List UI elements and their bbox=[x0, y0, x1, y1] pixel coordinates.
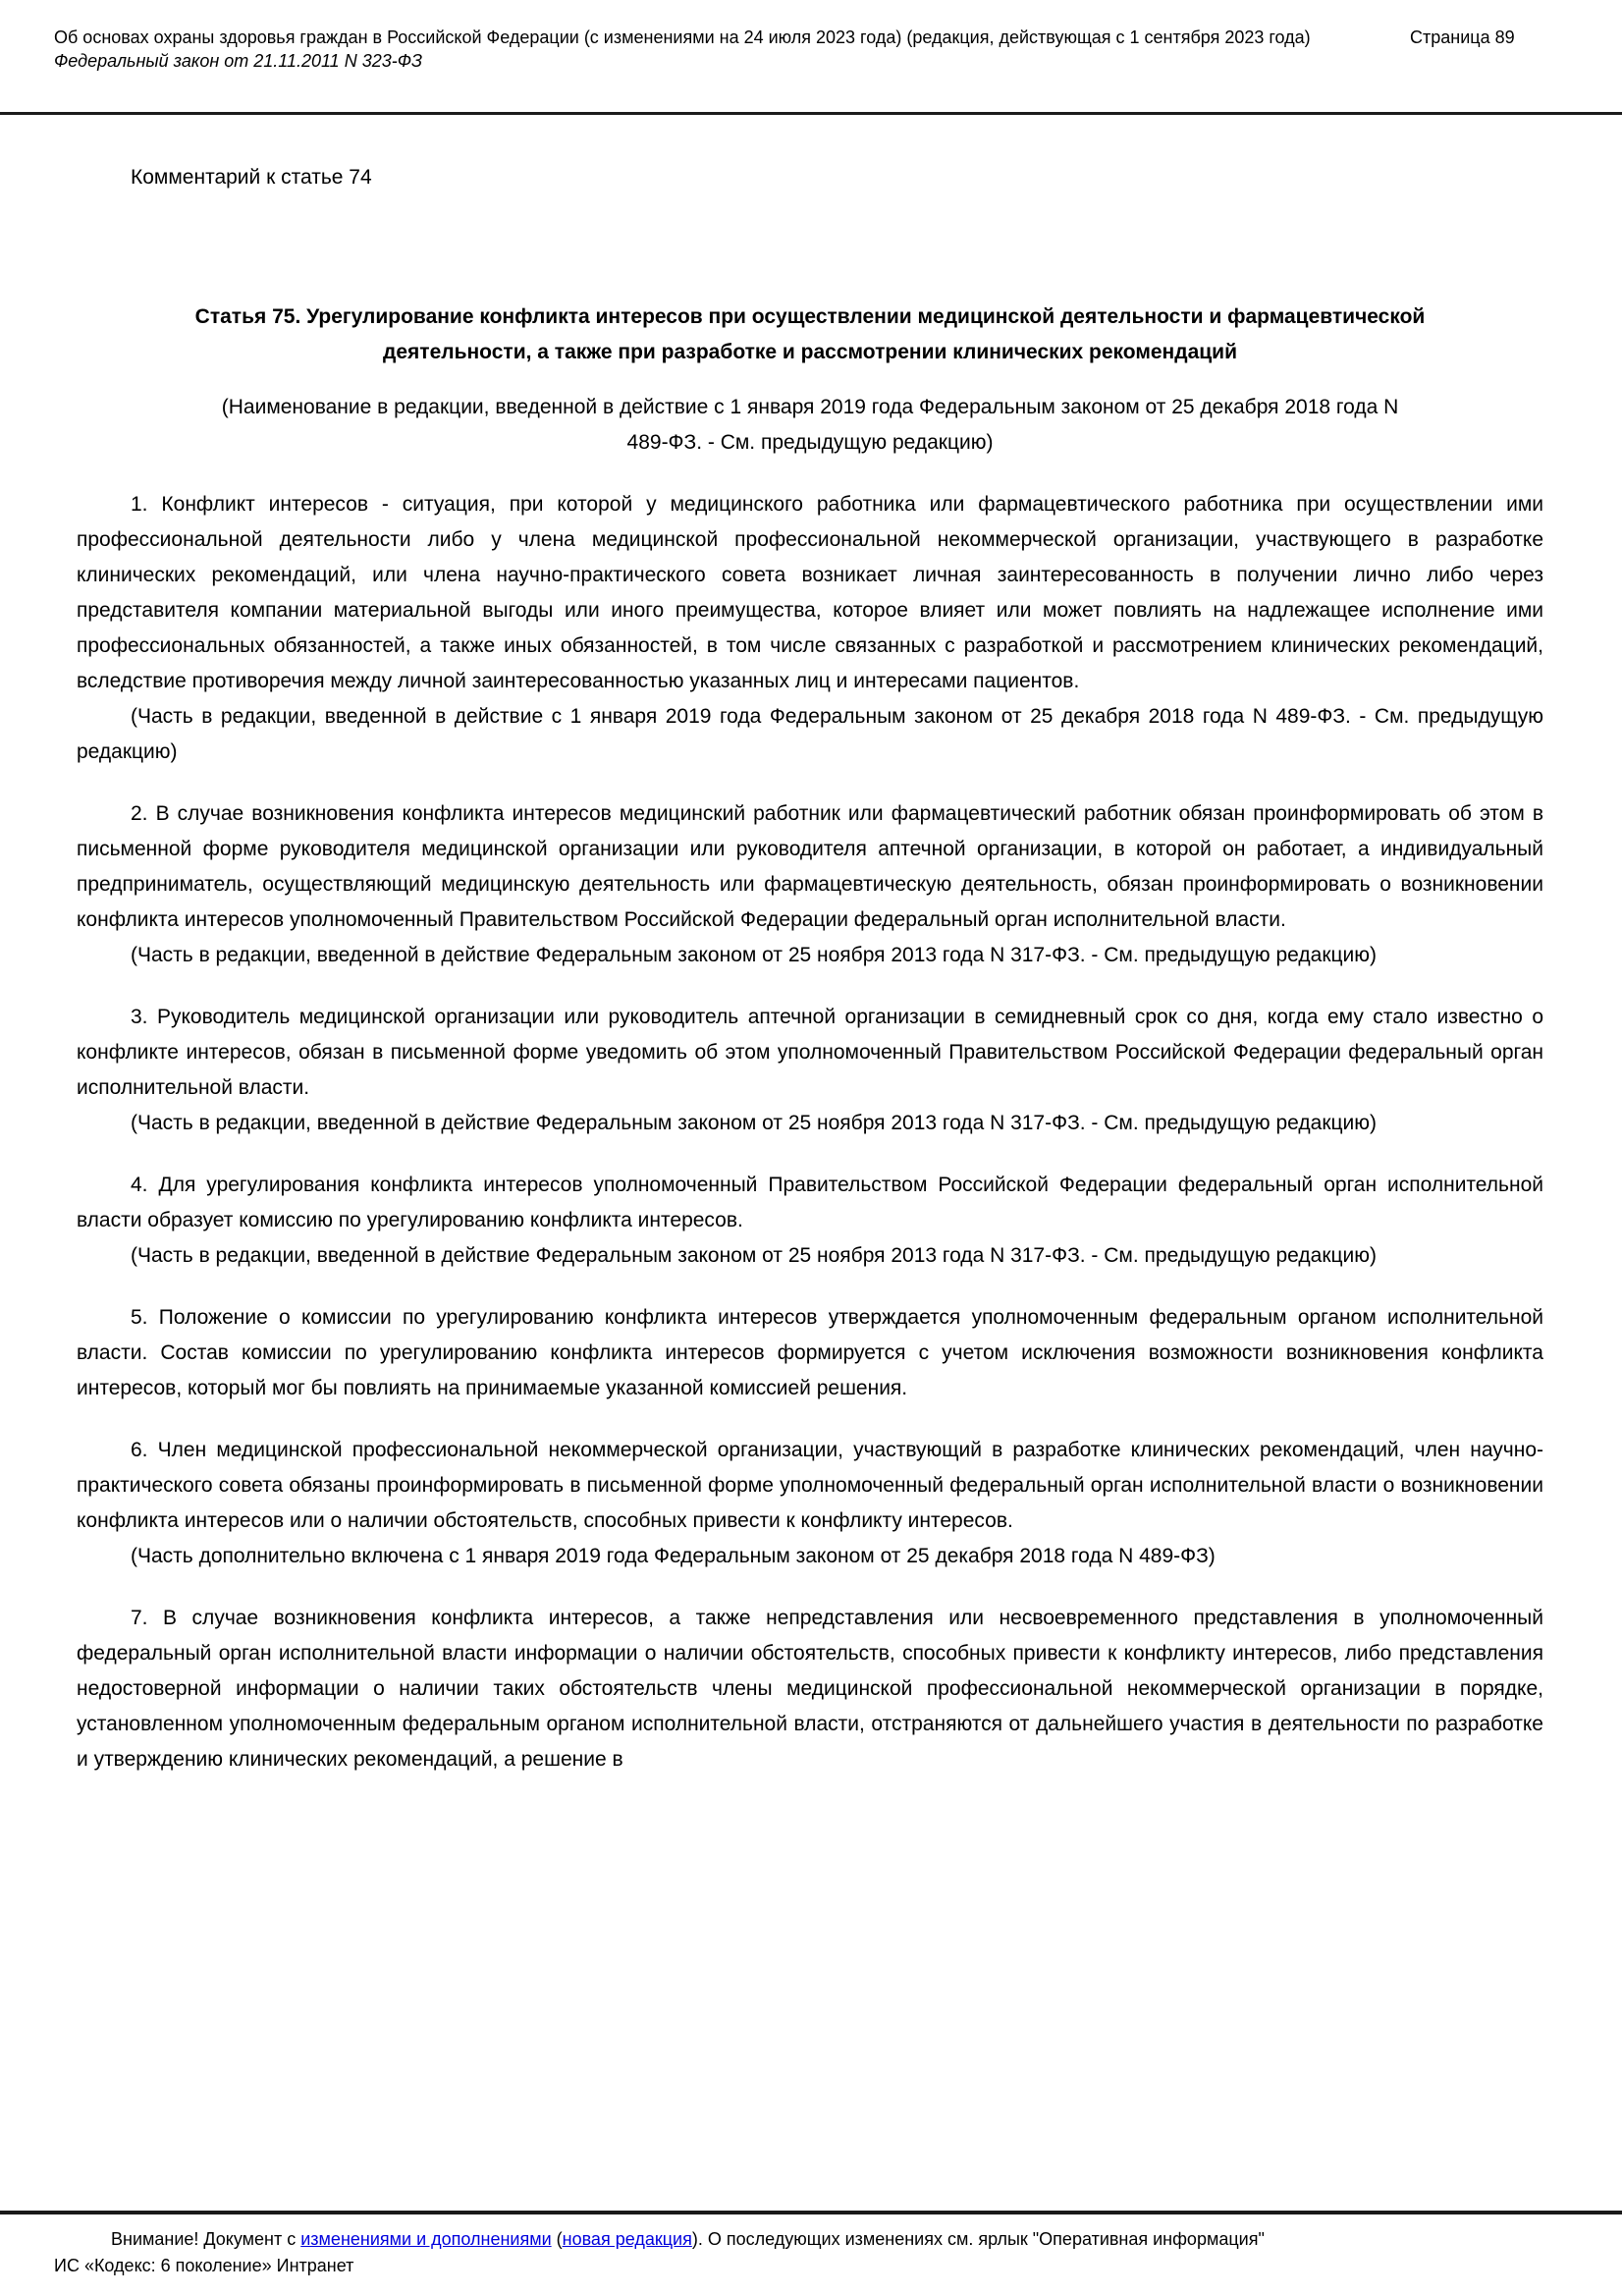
changes-and-additions-link[interactable]: изменениями и дополнениями bbox=[300, 2229, 552, 2249]
law-part-2: 2. В случае возникновения конфликта интересов медицинский работник или фармацевтический работник обязан проинформировать об этом в письменной форме руководителя медицинской организации или руководителя аптечной организации, в которой он работает, а индивидуальный предприниматель, осуществляющий медицинскую деятельность или фармацевтическую деятельность, обязан проинформировать о возникновении конфликта интересов уполномоченный Правительством Российской Федерации федеральный орган исполнительной власти. bbox=[77, 802, 1543, 931]
law-part-6: 6. Член медицинской профессиональной некоммерческой организации, участвующий в разработке клинических рекомендаций, член научно-практического совета обязаны проинформировать в письменной форме уполномоченный федеральный орган исполнительной власти о возникновении конфликта интересов или о наличии обстоятельств, способных привести к конфликту интересов. bbox=[77, 1439, 1543, 1532]
law-part-1: 1. Конфликт интересов - ситуация, при которой у медицинского работника или фармацевтического работника при осуществлении ими профессиональной деятельности либо у члена медицинской профессиональной некоммерческой организации, участвующего в разработке клинических рекомендаций, или члена научно-практического совета возникает личная заинтересованность в получении лично либо через представителя компании материальной выгоды или иного преимущества, которое влияет или может повлиять на надлежащее исполнение ими профессиональных обязанностей, а также иных обязанностей, в том числе связанных с разработкой и рассмотрением клинических рекомендаций, вследствие противоречия между личной заинтересованностью указанных лиц и интересами пациентов. bbox=[77, 493, 1543, 692]
comment-link-line[interactable]: Комментарий к статье 74 bbox=[131, 166, 372, 189]
new-edition-link[interactable]: новая редакция bbox=[562, 2229, 692, 2249]
footer-product-name: ИС «Кодекс: 6 поколение» Интранет bbox=[54, 2256, 354, 2275]
footer-warning-mid: ( bbox=[551, 2229, 563, 2249]
law-part-1-edition-note: (Часть в редакции, введенной в действие с 1 января 2019 года Федеральным законом от 25 декабря 2018 года N 489-ФЗ. - См. предыдущую редакцию) bbox=[77, 705, 1543, 763]
document-body bbox=[0, 115, 1622, 2211]
law-part-4: 4. Для урегулирования конфликта интересов уполномоченный Правительством Российской Федерации федеральный орган исполнительной власти образует комиссию по урегулированию конфликта интересов. bbox=[77, 1174, 1543, 1231]
law-part-6-edition-note: (Часть дополнительно включена с 1 января 2019 года Федеральным законом от 25 декабря 2018 года N 489-ФЗ) bbox=[131, 1545, 1216, 1567]
document-law-reference: Федеральный закон от 21.11.2011 N 323-ФЗ bbox=[54, 51, 423, 71]
article-sections bbox=[77, 487, 1543, 1777]
page-number: Страница 89 bbox=[1410, 27, 1515, 47]
law-part-3-edition-note: (Часть в редакции, введенной в действие Федеральным законом от 25 ноября 2013 года N 317-ФЗ. - См. предыдущую редакцию) bbox=[131, 1112, 1378, 1134]
document-footer bbox=[0, 2211, 1622, 2296]
law-part-5: 5. Положение о комиссии по урегулированию конфликта интересов утверждается уполномоченным федеральным органом исполнительной власти. Состав комиссии по урегулированию конфликта интересов формируется с учетом исключения возможности возникновения конфликта интересов, который мог бы повлиять на принимаемые указанной комиссией решения. bbox=[77, 1306, 1543, 1399]
document-header bbox=[0, 0, 1622, 115]
article-edition-note: (Наименование в редакции, введенной в действие с 1 января 2019 года Федеральным законом от 25 декабря 2018 года N 489-ФЗ. - См. предыдущую редакцию) bbox=[221, 396, 1399, 454]
footer-warning-line bbox=[54, 2226, 1581, 2253]
footer-warning-suffix: ). О последующих изменениях см. ярлык "Оперативная информация" bbox=[691, 2229, 1265, 2249]
law-part-3: 3. Руководитель медицинской организации или руководитель аптечной организации в семидневный срок со дня, когда ему стало известно о конфликте интересов, обязан в письменной форме уведомить об этом уполномоченный Правительством Российской Федерации федеральный орган исполнительной власти. bbox=[77, 1006, 1543, 1099]
document-title: Об основах охраны здоровья граждан в Российской Федерации (с изменениями на 24 июля 2023 года) (редакция, действующая с 1 сентября 2023 года) bbox=[54, 27, 1311, 47]
law-part-2-edition-note: (Часть в редакции, введенной в действие Федеральным законом от 25 ноября 2013 года N 317-ФЗ. - См. предыдущую редакцию) bbox=[131, 944, 1378, 966]
law-part-7: 7. В случае возникновения конфликта интересов, а также непредставления или несвоевременного представления в уполномоченный федеральный орган исполнительной власти информации о наличии обстоятельств, способных привести к конфликту интересов, либо представления недостоверной информации о наличии таких обстоятельств члены медицинской профессиональной некоммерческой организации в порядке, установленном уполномоченным федеральным органом исполнительной власти, отстраняются от дальнейшего участия в деятельности по разработке и утверждению клинических рекомендаций, а решение в bbox=[77, 1607, 1543, 1771]
footer-warning-prefix: Внимание! Документ с bbox=[111, 2229, 301, 2249]
law-part-4-edition-note: (Часть в редакции, введенной в действие Федеральным законом от 25 ноября 2013 года N 317-ФЗ. - См. предыдущую редакцию) bbox=[131, 1244, 1378, 1267]
article-heading: Статья 75. Урегулирование конфликта интересов при осуществлении медицинской деятельности и фармацевтической деятельности, а также при разработке и рассмотрении клинических рекомендаций bbox=[194, 305, 1426, 363]
